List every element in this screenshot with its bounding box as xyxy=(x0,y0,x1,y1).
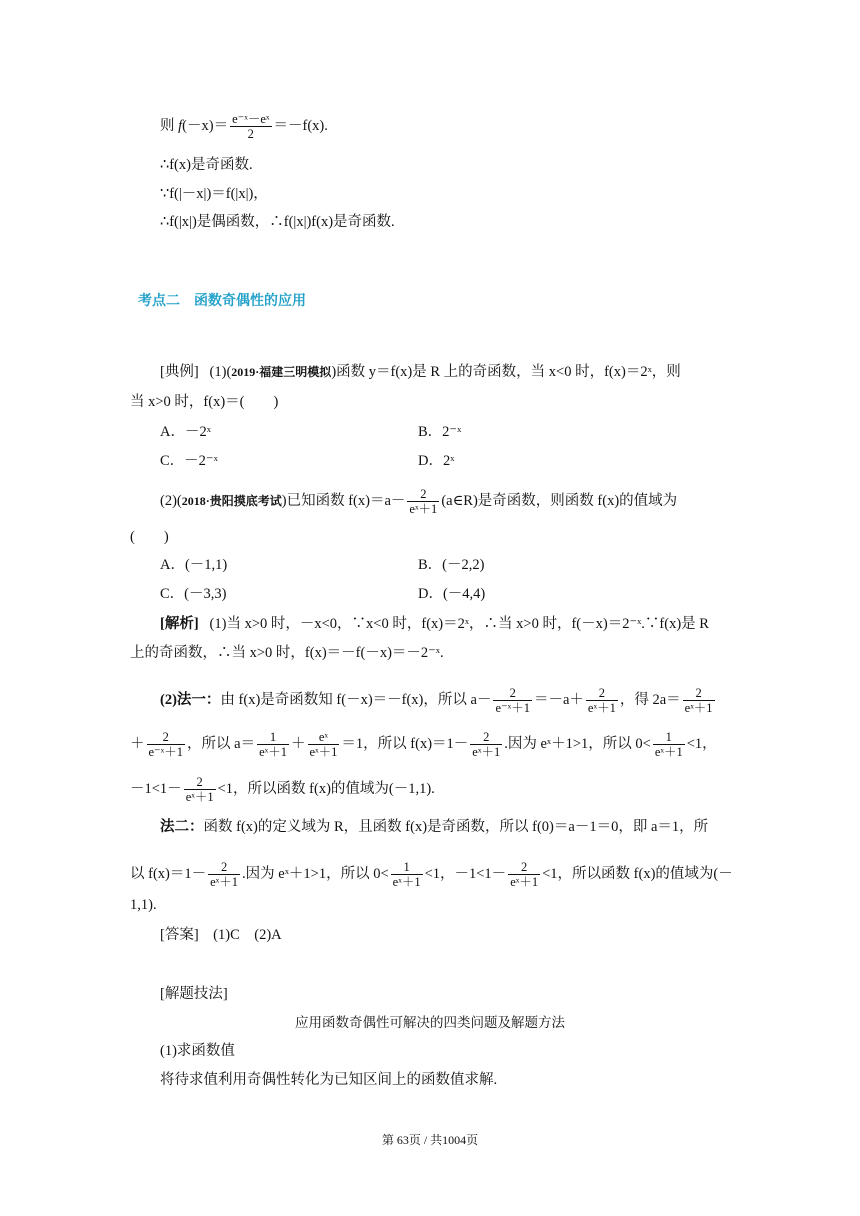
option-c: C．(－3,3) xyxy=(160,586,227,602)
method-two-line-1: 法二：函数 f(x)的定义域为 R，且函数 f(x)是奇函数，所以 f(0)＝a－1＝0，即 a＝1，所 xyxy=(160,819,709,835)
answer-parentheses: ( ) xyxy=(130,529,169,545)
example-line-2: 当 x>0 时，f(x)＝( ) xyxy=(130,394,279,410)
method-two-line-3: 1,1). xyxy=(130,897,157,913)
fraction: $\frac{\text{eˣ}}{\text{eˣ＋1}}$ xyxy=(309,730,338,759)
fraction: $\frac{2}{\text{eˣ＋1}}$ xyxy=(472,730,501,759)
method-one-line-2: ＋ $\frac{2}{\text{e⁻ˣ＋1}}$ ，所以 a＝ $\frac{1}{\text{eˣ＋1}}$ ＋ $\frac{\text{eˣ}}{\text{eˣ＋1}}$ ＝1，所以 f(x)＝1－ $\frac{2}{\text{eˣ＋1}}$ .因为 eˣ＋1>1，所以 0< $\frac{1}{\text{eˣ＋1}}$ <1， xyxy=(130,730,717,759)
example-line-3: (2)(2018·贵阳摸底考试)已知函数 f(x)＝a－ $\frac{2}{\text{eˣ＋1}}$ (a∈R)是奇函数，则函数 f(x)的值域为 xyxy=(160,487,678,516)
solution-line-1: [解析] (1)当 x>0 时，－x<0，∵x<0 时，f(x)＝2ˣ，∴当 x>0 时，f(－x)＝2⁻ˣ.∵f(x)是 R xyxy=(160,616,709,632)
option-c: C．－2⁻ˣ xyxy=(160,453,218,469)
method-title: 应用函数奇偶性可解决的四类问题及解题方法 xyxy=(295,1015,565,1031)
text-line: ∴f(x)是奇函数. xyxy=(160,157,253,173)
method-item-heading: (1)求函数值 xyxy=(160,1043,235,1059)
fraction: $\frac{2}{\text{eˣ＋1}}$ xyxy=(587,686,616,715)
option-d: D．(－4,4) xyxy=(418,586,486,602)
solution-line-2: 上的奇函数，∴当 x>0 时，f(x)＝－f(－x)＝－2⁻ˣ. xyxy=(130,645,444,661)
method-tag: [解题技法] xyxy=(160,986,228,1002)
option-b: B．(－2,2) xyxy=(418,557,485,573)
method-one-line-3: －1<1－ $\frac{2}{\text{eˣ＋1}}$ <1，所以函数 f(x)的值域为(－1,1). xyxy=(130,775,435,804)
fraction: $\frac{2}{\text{eˣ＋1}}$ xyxy=(510,860,539,889)
section-heading: 考点二 函数奇偶性的应用 xyxy=(138,293,306,309)
equation-line-1: 则 f(－x)＝ $\frac{\text{e⁻ˣ－eˣ}}{2}$ ＝－f(x). xyxy=(160,112,328,141)
fraction: $\frac{2}{\text{eˣ＋1}}$ xyxy=(684,686,713,715)
fraction: $\frac{1}{\text{eˣ＋1}}$ xyxy=(392,860,421,889)
method-one-line-1: (2)法一：由 f(x)是奇函数知 f(－x)＝－f(x)，所以 a－ $\frac{2}{\text{e⁻ˣ＋1}}$ ＝－a＋ $\frac{2}{\text{eˣ＋1}}$ ，得 2a＝ $\frac{2}{\text{eˣ＋1}}$ xyxy=(160,686,713,715)
text-line: ∴f(|x|)是偶函数，∴f(|x|)f(x)是奇函数. xyxy=(160,214,395,230)
fraction: $\frac{2}{\text{eˣ＋1}}$ xyxy=(409,487,438,516)
fraction: $\frac{1}{\text{eˣ＋1}}$ xyxy=(259,730,287,759)
fraction: $\frac{2}{\text{eˣ＋1}}$ xyxy=(185,775,214,804)
method-item-text: 将待求值利用奇偶性转化为已知区间上的函数值求解. xyxy=(160,1072,498,1088)
option-a: A．(－1,1) xyxy=(160,557,228,573)
option-d: D．2ˣ xyxy=(418,453,455,469)
fraction: $\frac{\text{e⁻ˣ－eˣ}}{2}$ xyxy=(232,112,270,141)
example-line-1: [典例] (1)(2019·福建三明模拟)函数 y＝f(x)是 R 上的奇函数，当 x<0 时，f(x)＝2ˣ，则 xyxy=(160,364,681,380)
fraction: $\frac{2}{\text{e⁻ˣ＋1}}$ xyxy=(495,686,530,715)
answer-line: [答案] (1)C (2)A xyxy=(160,927,282,943)
fraction: $\frac{1}{\text{eˣ＋1}}$ xyxy=(654,730,683,759)
method-two-line-2: 以 f(x)＝1－ $\frac{2}{\text{eˣ＋1}}$ .因为 eˣ＋1>1，所以 0< $\frac{1}{\text{eˣ＋1}}$ <1，－1<1－ $\frac{2}{\text{eˣ＋1}}$ <1，所以函数 f(x)的值域为(－ xyxy=(130,860,733,889)
option-a: A．－2ˣ xyxy=(160,424,211,440)
text-line: ∵f(|－x|)＝f(|x|)， xyxy=(160,186,268,202)
fraction: $\frac{2}{\text{e⁻ˣ＋1}}$ xyxy=(148,730,184,759)
page-footer: 第 63页 / 共1004页 xyxy=(381,1133,479,1147)
fraction: $\frac{2}{\text{eˣ＋1}}$ xyxy=(210,860,239,889)
option-b: B．2⁻ˣ xyxy=(418,424,462,440)
